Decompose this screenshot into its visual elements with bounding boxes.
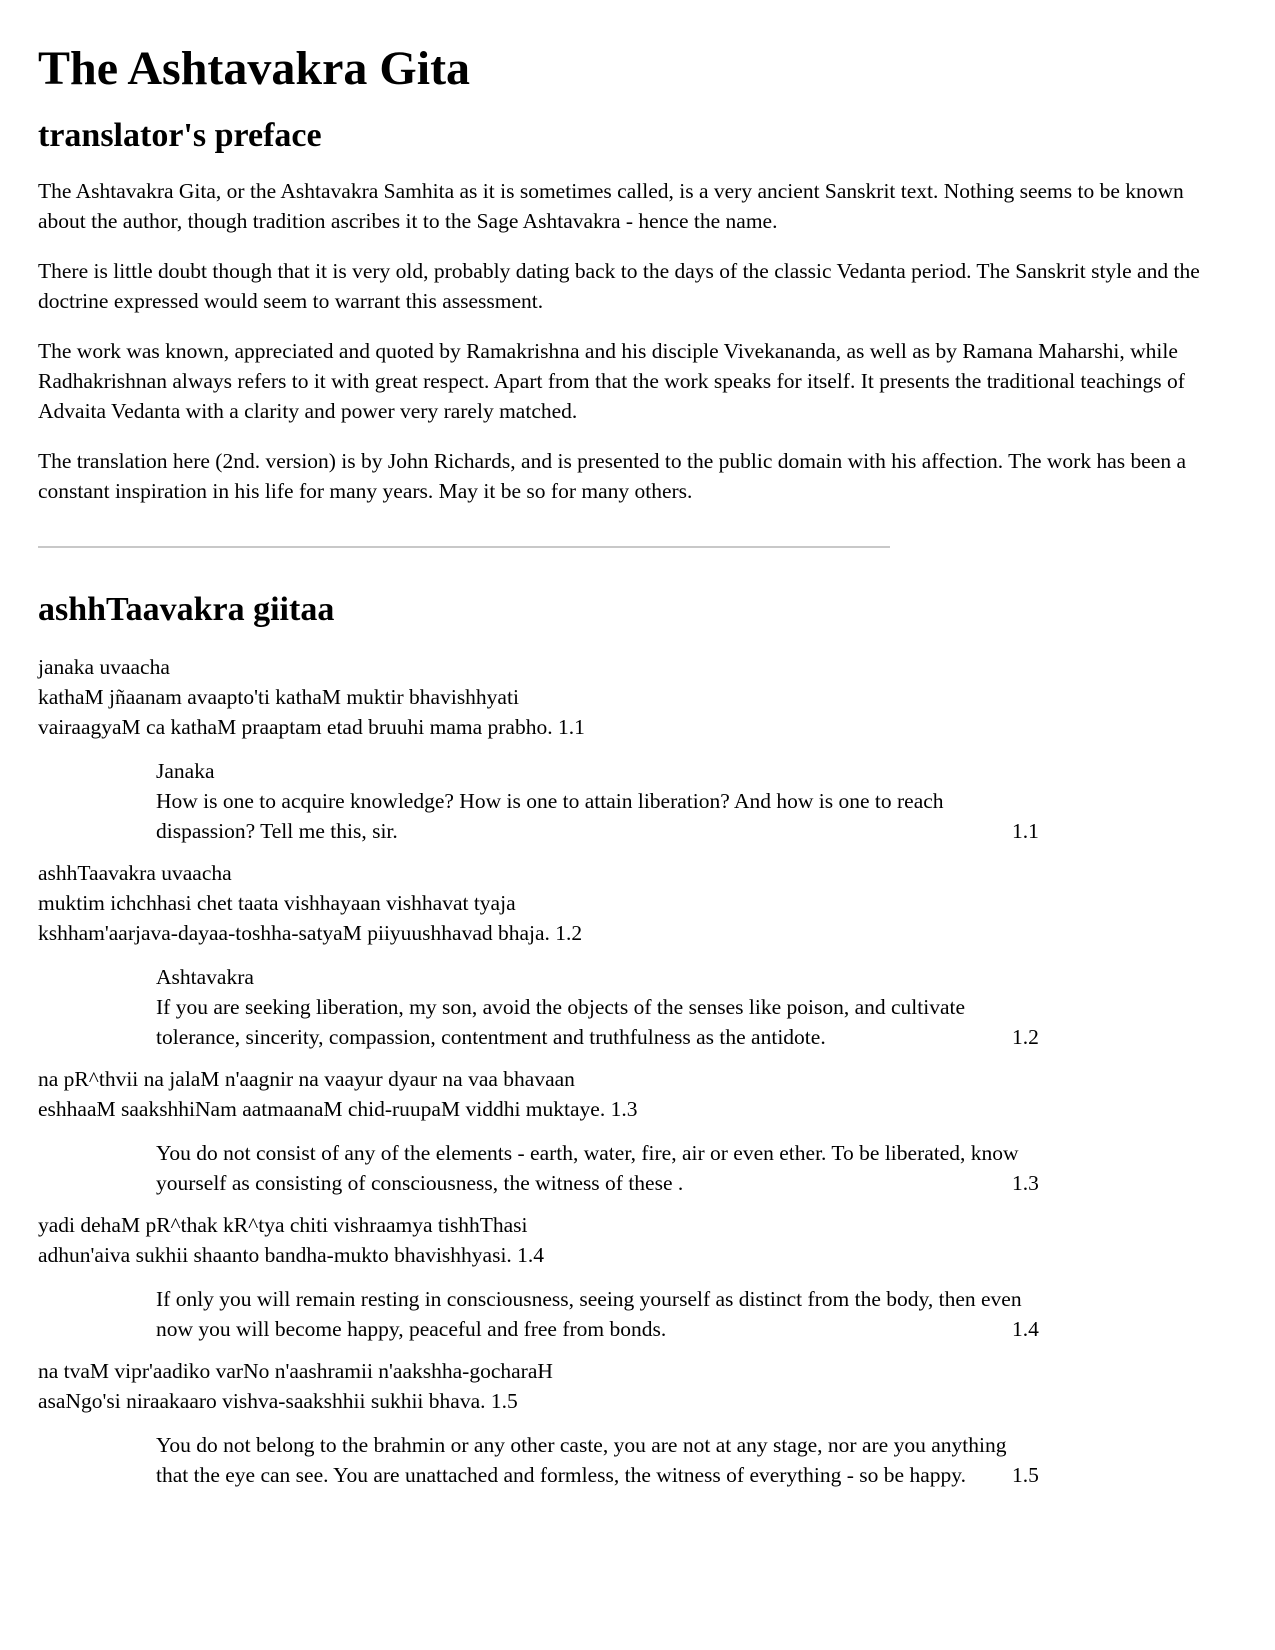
verse-number: 1.2 — [1012, 1025, 1039, 1049]
sanskrit-line: na pR^thvii na jalaM n'aagnir na vaayur dyaur na vaa bhavaan — [38, 1067, 575, 1091]
verse-translation — [156, 756, 1039, 846]
translation-text: If you are seeking liberation, my son, avoid the objects of the senses like poison, and cultivate tolerance, sincerity, compassion, contentment and truthfulness as the antidote. — [156, 995, 966, 1049]
sanskrit-line: na tvaM vipr'aadiko varNo n'aashramii n'aakshha-gocharaH — [38, 1359, 553, 1383]
preface-paragraph: The work was known, appreciated and quoted by Ramakrishna and his disciple Vivekananda, as well as by Ramana Maharshi, while Radhakrishnan always refers to it with great respect. Apart from that the work speaks for itself. It presents the traditional teachings of Advaita Vedanta with a clarity and power very rarely matched. — [38, 339, 1185, 423]
verse-translation — [156, 1284, 1039, 1344]
sanskrit-line: yadi dehaM pR^thak kR^tya chiti vishraamya tishhThasi — [38, 1213, 528, 1237]
sanskrit-line: asaNgo'si niraakaaro vishva-saakshhii sukhii bhava. 1.5 — [38, 1389, 518, 1413]
sanskrit-line: adhun'aiva sukhii shaanto bandha-mukto bhavishhyasi. 1.4 — [38, 1243, 545, 1267]
translation-text: You do not consist of any of the elements - earth, water, fire, air or even ether. To be liberated, know yourself as consisting of consciousness, the witness of these . — [156, 1141, 1019, 1195]
page-title: The Ashtavakra Gita — [38, 42, 471, 95]
section-divider — [38, 546, 890, 548]
verse-translation — [156, 962, 1039, 1052]
gita-heading: ashhTaavakra giitaa — [38, 591, 335, 628]
verse-sanskrit — [38, 1064, 1238, 1124]
verse-sanskrit — [38, 652, 1238, 742]
sanskrit-line: muktim ichchhasi chet taata vishhayaan vishhavat tyaja — [38, 891, 516, 915]
verse-number: 1.1 — [1012, 819, 1039, 843]
verse-sanskrit — [38, 1210, 1238, 1270]
verse-translation — [156, 1430, 1039, 1490]
translation-text: How is one to acquire knowledge? How is one to attain liberation? And how is one to reach dispassion? Tell me this, sir. — [156, 789, 944, 843]
verse-number: 1.3 — [1012, 1171, 1039, 1195]
verse-number: 1.5 — [1012, 1463, 1039, 1487]
sanskrit-line: eshhaaM saakshhiNam aatmaanaM chid-ruupaM viddhi muktaye. 1.3 — [38, 1097, 638, 1121]
verse-number: 1.4 — [1012, 1317, 1039, 1341]
verse-sanskrit — [38, 1356, 1238, 1416]
preface-paragraph: There is little doubt though that it is very old, probably dating back to the days of the classic Vedanta period. The Sanskrit style and the doctrine expressed would seem to warrant this assessment. — [38, 259, 1200, 313]
translation-text: You do not belong to the brahmin or any other caste, you are not at any stage, nor are you anything that the eye can see. You are unattached and formless, the witness of everything - so be happy. — [156, 1433, 1007, 1487]
preface-paragraph: The Ashtavakra Gita, or the Ashtavakra Samhita as it is sometimes called, is a very ancient Sanskrit text. Nothing seems to be known about the author, though tradition ascribes it to the Sage Ashtavakra - hence the name. — [38, 179, 1184, 233]
sanskrit-line: ashhTaavakra uvaacha — [38, 861, 232, 885]
preface-paragraph: The translation here (2nd. version) is by John Richards, and is presented to the public domain with his affection. The work has been a constant inspiration in his life for many years. May it be so for many others. — [38, 449, 1186, 503]
sanskrit-line: kathaM jñaanam avaapto'ti kathaM muktir bhavishhyati — [38, 685, 519, 709]
sanskrit-line: vairaagyaM ca kathaM praaptam etad bruuhi mama prabho. 1.1 — [38, 715, 585, 739]
translation-text: If only you will remain resting in consciousness, seeing yourself as distinct from the body, then even now you will become happy, peaceful and free from bonds. — [156, 1287, 1022, 1341]
verse-sanskrit — [38, 858, 1238, 948]
speaker-name: Janaka — [156, 759, 215, 783]
sanskrit-line: kshham'aarjava-dayaa-toshha-satyaM piiyuushhavad bhaja. 1.2 — [38, 921, 583, 945]
sanskrit-line: janaka uvaacha — [38, 655, 170, 679]
verse-translation — [156, 1138, 1039, 1198]
speaker-name: Ashtavakra — [156, 965, 254, 989]
preface-heading: translator's preface — [38, 117, 322, 154]
